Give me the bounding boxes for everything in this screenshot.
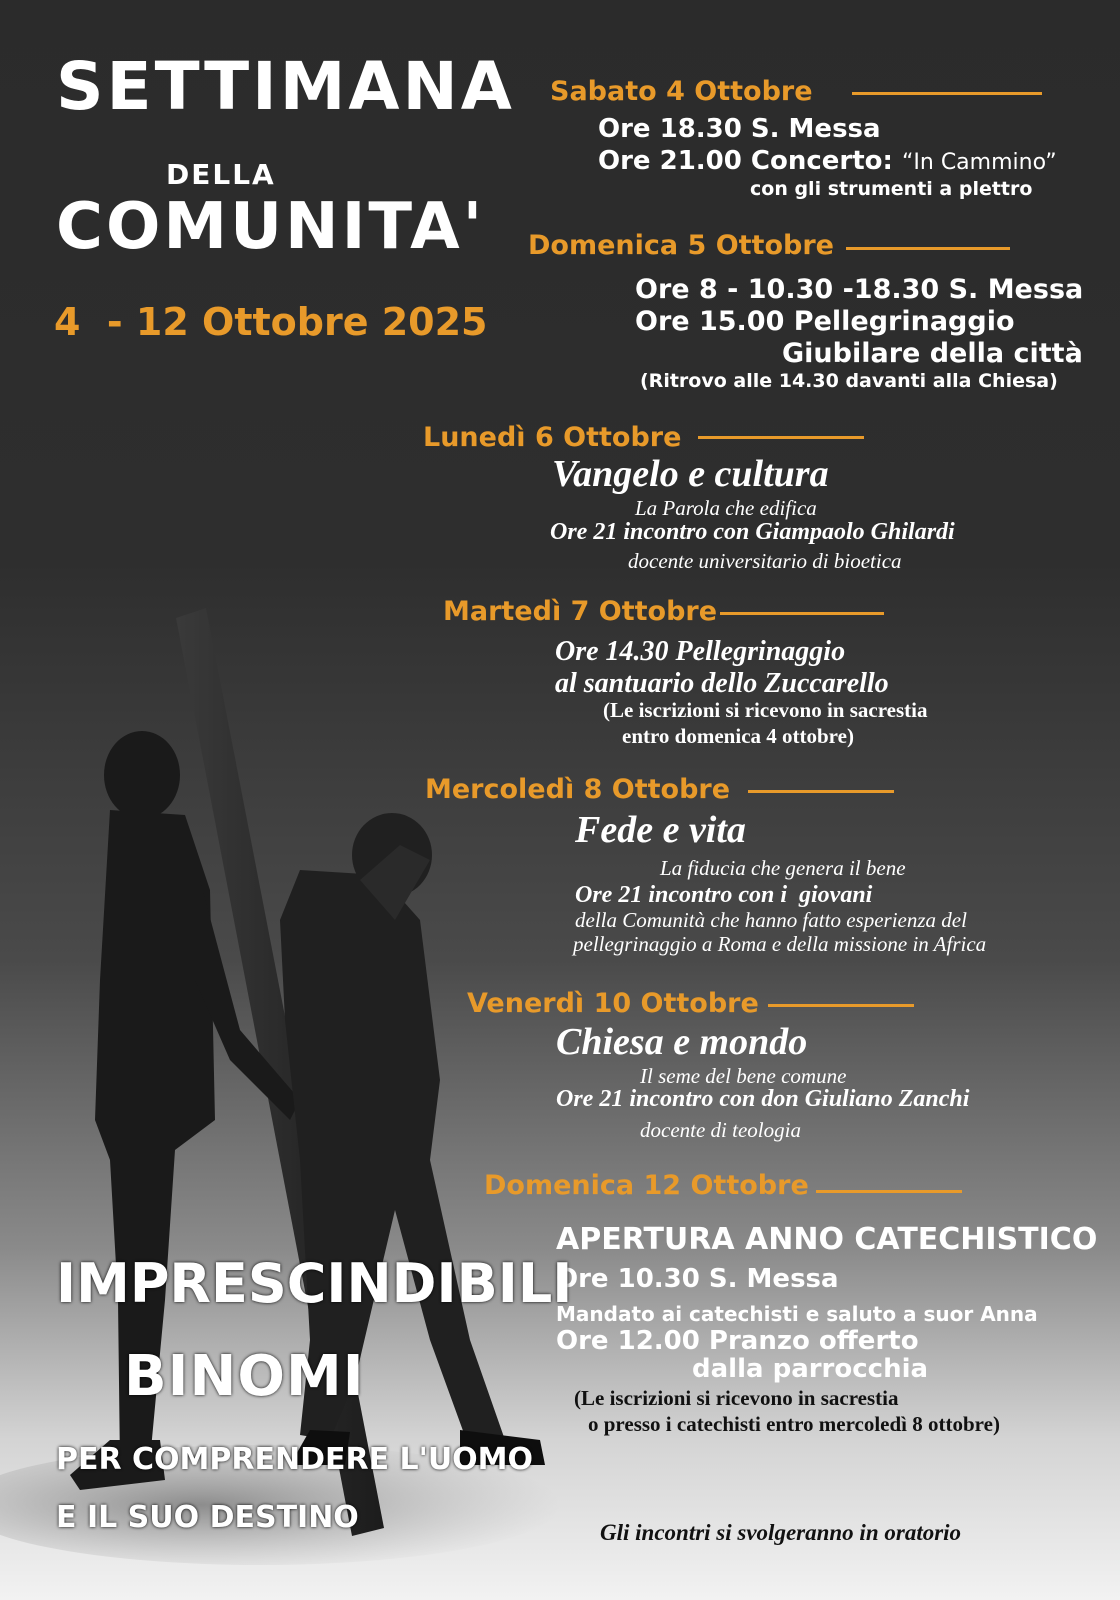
event-note: entro domenica 4 ottobre) [622,724,854,748]
day-heading-venerdi: Venerdì 10 Ottobre [467,988,759,1019]
event-line: Ore 10.30 S. Messa [556,1264,839,1294]
theme-subtitle-2: E IL SUO DESTINO [56,1500,359,1535]
event-line: Ore 18.30 S. Messa [598,114,881,144]
event-subtitle: La Parola che edifica [635,496,817,520]
title-comunita: COMUNITA' [56,190,486,264]
divider-line [748,790,894,793]
event-note: docente universitario di bioetica [628,549,902,573]
event-line: al santuario dello Zuccarello [555,668,889,699]
divider-line [846,247,1010,250]
divider-line [720,612,884,615]
theme-binomi: BINOMI [124,1344,365,1409]
theme-subtitle-1: PER COMPRENDERE L'UOMO [56,1442,534,1477]
event-dates: 4 - 12 Ottobre 2025 [54,300,488,344]
event-title: Vangelo e cultura [552,453,829,495]
event-note: (Le iscrizioni si ricevono in sacrestia [574,1386,899,1410]
title-settimana: SETTIMANA [56,48,515,125]
event-subtitle: Il seme del bene comune [640,1064,847,1088]
event-subtitle: La fiducia che genera il bene [660,856,906,880]
event-note: (Ritrovo alle 14.30 davanti alla Chiesa) [640,370,1058,392]
day-heading-martedi: Martedì 7 Ottobre [443,596,718,627]
event-note: docente di teologia [640,1118,801,1142]
event-meeting: Ore 21 incontro con i giovani [575,882,873,908]
event-line: dalla parrocchia [692,1354,929,1384]
day-heading-lunedi: Lunedì 6 Ottobre [423,422,682,453]
event-note: con gli strumenti a plettro [750,178,1033,200]
divider-line [698,436,864,439]
event-note: della Comunità che hanno fatto esperienza del [575,908,967,932]
event-line: Giubilare della città [782,338,1083,369]
event-meeting: Ore 21 incontro con Giampaolo Ghilardi [550,519,955,545]
divider-line [768,1004,914,1007]
divider-line [852,92,1042,95]
event-line: “In Cammino” [902,150,1057,175]
event-line: Ore 21.00 Concerto: [598,146,893,176]
event-meeting: Ore 21 incontro con don Giuliano Zanchi [556,1086,970,1112]
title-della: DELLA [166,158,276,191]
theme-imprescindibili: IMPRESCINDIBILI [56,1252,573,1315]
day-heading-sabato: Sabato 4 Ottobre [550,76,813,107]
day-heading-mercoledi: Mercoledì 8 Ottobre [425,774,731,805]
event-title: APERTURA ANNO CATECHISTICO [556,1222,1098,1257]
divider-line [816,1190,962,1193]
event-note: o presso i catechisti entro mercoledì 8 ottobre) [588,1412,1000,1436]
event-line: Ore 15.00 Pellegrinaggio [635,306,1015,337]
event-line: Mandato ai catechisti e saluto a suor Anna [556,1302,1038,1326]
day-heading-domenica-12: Domenica 12 Ottobre [484,1170,809,1201]
event-title: Chiesa e mondo [556,1021,808,1063]
footer-note: Gli incontri si svolgeranno in oratorio [600,1520,962,1545]
event-note: pellegrinaggio a Roma e della missione in Africa [573,932,987,956]
event-line: Ore 14.30 Pellegrinaggio [555,636,846,667]
event-line: Ore 8 - 10.30 -18.30 S. Messa [635,274,1084,305]
day-heading-domenica-5: Domenica 5 Ottobre [528,230,834,261]
event-line: Ore 12.00 Pranzo offerto [556,1326,919,1356]
event-note: (Le iscrizioni si ricevono in sacrestia [603,698,928,722]
event-title: Fede e vita [575,809,746,851]
